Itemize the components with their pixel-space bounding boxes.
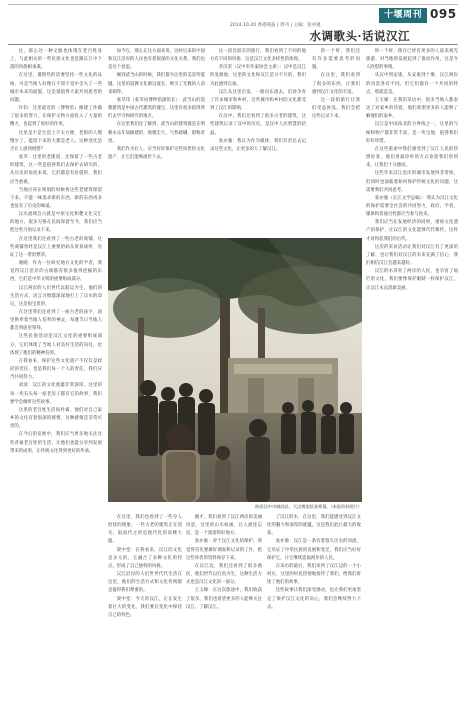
paragraph: 张亦驰（长江文学总编）：我认为汉江文化的保护需要全社会的共同努力，政府、学者、媒体和普通百姓都应当参与进来。 <box>366 195 458 218</box>
paragraph: 这些民俗活动是汉江文化的重要组成部分，它们体现了当地人对美好生活的向往，也体现了他们的精神信仰。 <box>10 334 102 356</box>
paragraph: 这一段的旅行让我们受益匪浅，我们会把这些记录下来。 <box>312 97 360 120</box>
paragraph: 在采访的最后，我们来到了汉江边的一个小村庄，这里的村民热情地接待了我们，给我们讲述了他们的故事。 <box>267 563 361 586</box>
issue-line: 2014.10.20 香港商报 | 周刊 | 主编：张亦驰 <box>230 23 321 28</box>
column-5 <box>366 48 458 696</box>
paragraph: 当地应该在规划的时候将这些老建筑保留下来，不能一味追求新的东西，新的东西再多也没有了历史的味道。 <box>10 187 102 209</box>
paragraph: 如今在，那么在这方面来说，这时后来的中国和汉江沿岸的人民也有着很深的文化关系，我们也是这个意思。 <box>108 49 205 71</box>
paragraph: 汉江是中国南北的分界线之一，这里的气候和物产都非常丰富，是一块宝地，值得我们好好珍惜。 <box>366 122 458 144</box>
section-tag: 十堰周刊 <box>379 8 427 23</box>
paragraph: 王玉娣：在这次旅途中，我们收获了很多，我们也希望更多的人能够关注汉江，了解汉江。 <box>186 588 262 610</box>
column-3 <box>210 48 306 233</box>
paragraph: 的一个时，我们还有许多需要思考的问题。 <box>312 49 360 71</box>
paragraph: 汉水流域自古就是中原文化和楚文化交汇的地方，很多习俗在民间保留至今，我们应当把这些习俗记录下来。 <box>10 212 102 234</box>
paragraph: 李汉荣（汉中市作家协会主席）：汉中是汉江的发源地，这里的文化和汉江是分不开的，我们为此感到自豪。 <box>210 65 306 87</box>
paragraph: 张亦驰：对于汉江文化的保护，我觉得首先要做好调查和记录的工作，把这些珍贵的资料保存下来。 <box>186 539 262 561</box>
paragraph: 往，那么这一种文脉也体现在老百姓身上，与此相关的一些民俗文化也是跟长江中下游的风俗相承袭。 <box>10 49 102 71</box>
paragraph: 在我看来，保护这些文化遗产不仅仅是政府的责任，也是我们每一个人的责任，我们应当共同努力。 <box>10 358 102 381</box>
paragraph: 许钧：这里最近的（博物馆）修建工作做了很多的努力，在保护文物方面投入了大量的精力，也起到了很好的作用。 <box>10 106 102 128</box>
paragraph: 了汉江的水，在这里，我们能感受到汉江文化的魅力和深厚的底蕴，这是我们此行最大的收获。 <box>267 515 361 537</box>
paragraph: 在今后的发展中，我们应当更多地关注这些普通老百姓的生活，让他们也能分享到发展带来的成果，让传统文化得到更好的传承。 <box>10 432 102 454</box>
column-2 <box>108 48 205 233</box>
paragraph: 张萃伟（张萃居博物馆副馆长）：武当山的道教建筑是中国古代建筑的瑰宝，这里有很多值得我们去学习和研究的地方。 <box>108 97 205 120</box>
paragraph: 在这些旅途中我们感受到了汉江人民的热情好客，他们用最淳朴的方式欢迎我们的到来，让我们十分感动。 <box>366 146 458 169</box>
top-rule <box>8 4 458 5</box>
paragraph: 谢晓：作为一位研究地方文化的学者，我觉得汉江沿岸的古镇都有很多值得挖掘的东西，它们是中华文明的重要组成部分。 <box>10 261 102 283</box>
paragraph: 在这里，我们看到了很多的东西，让我们感到汉江文化的丰富。 <box>312 73 360 95</box>
paragraph: 梁中堂：在我看来，汉江的文化是多元的，它融合了多种文化的特点，形成了自己独特的风格。 <box>108 547 182 569</box>
paragraph: 梁中堂：今天的汉江，正在发生着巨大的变化，我们要在变化中保持自己的特色。 <box>108 596 182 618</box>
paragraph: 我们应当在发展经济的同时，重视文化遗产的保护，让汉江的文化能够代代相传，这样才对得起我们的后代。 <box>366 220 458 242</box>
paragraph: 汉江两岸的人们世代以船运为生，他们的生活方式、语言习惯都深深地打上了汉水的印记，这是很宝贵的。 <box>10 285 102 307</box>
column-4-lower <box>267 514 361 696</box>
paragraph: 在这里我们还了解到，武当山的建筑群是在明朝永乐年间修建的，规模宏大，气势磅礴，堪称奇迹。 <box>108 122 205 144</box>
column-1 <box>10 48 102 696</box>
paragraph: 刘清：汉江的文化底蕴非常深厚，这里的每一块石头每一座老房子都有它的故事，我们要学会倾听这些故事。 <box>10 383 102 405</box>
paragraph: 这里的老百姓生活很朴素，他们对自己家乡的文化有着很深的感情，这种感情是非常可贵的。 <box>10 407 102 430</box>
paragraph: 在这里我们还看到了一座古老的庙宇，庙里供奉着当地人信奉的神灵，每逢节日当地人都会到庙里祭拜。 <box>10 310 102 332</box>
paragraph: 张萃：这里的老街道，还保留了一些古老的建筑，这一些是值得我们去保护去研究的，从历史的角度来说，它们都是有价值的，我们应当重视。 <box>10 155 102 185</box>
paragraph: 在这里，我们也看到了一些令人担忧的现象，一些古老的建筑正在消失，取而代之的是现代化的高楼大厦。 <box>108 515 182 545</box>
paragraph: 这次的采访活动让我们对汉江有了更深的了解，也让我们对汉江的未来充满了信心，我们相信汉江会越来越好。 <box>366 244 458 267</box>
paragraph: 汉江从这里出发，一路向东流去，沿途孕育了许多城市和乡村，这些城市和乡村的文化都受到了汉江的影响。 <box>210 89 306 112</box>
paragraph: 在汉中，我们还看到了很多古老的建筑，这些建筑记录了汉中的历史，是汉中人民智慧的结晶。 <box>210 114 306 136</box>
paragraph: 从汉中到安康，从安康到十堰，汉江两岸的风景各有不同，但它们都有一个共同的特点，那就是美。 <box>366 73 458 95</box>
paragraph: 张亦驰：汉江是一条有着悠久历史的河流，它见证了中华民族的发展和变迁，我们应当好好保护它，让它继续造福两岸的人民。 <box>267 539 361 561</box>
paragraph: 王玉娣：在我的采访中，很多当地人都表达了对家乡的热爱，他们希望更多的人能够了解他们的家乡。 <box>366 97 458 120</box>
paragraph: 在这里我们还看到了一些古老的商铺，这些商铺曾经是汉江上重要的码头贸易场所，见证了这一带的繁荣。 <box>10 236 102 258</box>
photo <box>108 238 362 502</box>
column-title: 水调歌头·话说汉江 <box>309 29 410 43</box>
paragraph: 刚才，我们看到了汉江两岸的美丽风景，这里的山水如画，让人流连忘返，是一个旅游的好地方。 <box>186 515 262 537</box>
column-4 <box>312 48 360 233</box>
paragraph: 这里是不是生活上不太方便，老街的人慢慢少了，能留下来的大都是老人。这种变化是否让人感到惋惜？ <box>10 130 102 152</box>
paragraph: 汉江沿岸的人们世世代代生活在这里，他们的生活方式和文化传统都是值得我们尊重的。 <box>108 572 182 594</box>
photo-caption: 陕西汉中市城固县，大汉博望侯张骞墓。（本报资料图片） <box>255 504 362 509</box>
paragraph: 这一段比较长的旅行，我们看到了不同的地方有不同的风俗，这是汉江文化多样性的体现。 <box>210 49 306 63</box>
paragraph: 汉江的水养育了两岸的人民，也孕育了灿烂的文化，我们要像保护眼睛一样保护汉江，让汉江永远清澈美丽。 <box>366 269 458 291</box>
paragraph: 我们作为后人，应当好好保护这些珍贵的文化遗产，让它们能够流传下去。 <box>108 146 205 161</box>
paragraph: 刚到武当山的时候，我们都为这里的美景所震撼，这里的道教文化源远流长，吸引了无数的人前来朝拜。 <box>108 73 205 95</box>
column-3-lower <box>186 514 262 696</box>
paragraph: 在汉江边，我们还看到了很多渔民，他们世代以打鱼为生，这种生活方式也是汉江文化的一部分。 <box>186 563 262 586</box>
paragraph: 在这里，谨慎些的话要坚持一些文化的品格，可是当地人好像在不知不觉中丢失了一些城市本来的面貌，这是很值得大家共同思考的问题。 <box>10 73 102 103</box>
column-2-lower <box>108 514 182 696</box>
page-number: 095 <box>430 7 457 21</box>
paragraph: 张亦驰：我认为作为媒体，我们有责任去记录这些文化，让更多的人了解汉江。 <box>210 138 306 152</box>
header-rule <box>8 44 458 45</box>
paragraph: 这些年来汉江沿岸的城市发展得非常快，但同时也面临着如何保护传统文化的问题，这需要我们共同思考。 <box>366 171 458 193</box>
paragraph: 的一个时，现在已经有更多的人前来观光旅游，对当地的发展起到了推动作用，这是令人欣慰的事情。 <box>366 49 458 71</box>
paragraph: 这些故事让我们深受感动，也让我们更加坚定了保护汉江文化的决心，我们会继续努力下去。 <box>267 588 361 610</box>
